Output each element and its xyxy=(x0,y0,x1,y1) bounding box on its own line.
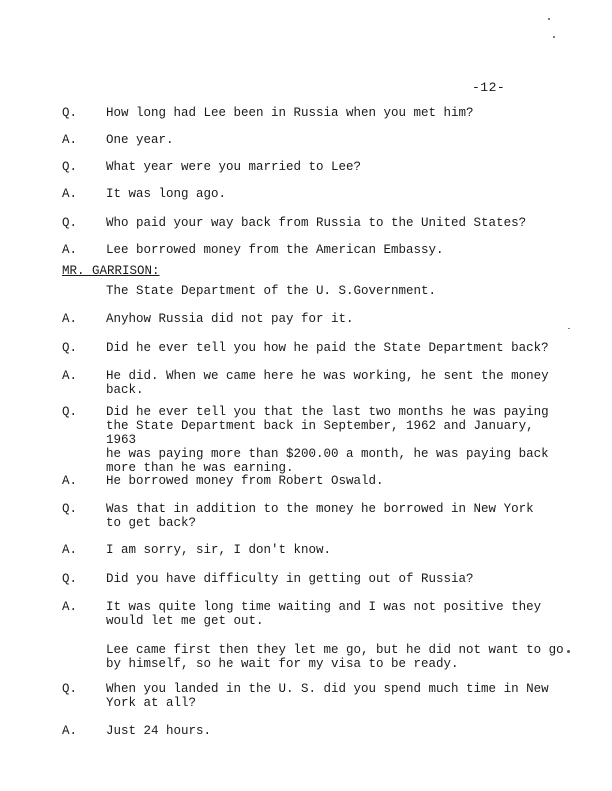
entry-text: Who paid your way back from Russia to the United States? xyxy=(106,216,527,230)
garrison-text: The State Department of the U. S.Government. xyxy=(106,284,437,298)
entry-text: What year were you married to Lee? xyxy=(106,160,362,174)
speaker-label: Q. xyxy=(62,405,78,419)
entry-text: It was quite long time waiting and I was not positive they would let me get out. xyxy=(106,600,542,628)
speaker-label: Q. xyxy=(62,160,78,174)
entry-text: I am sorry, sir, I don't know. xyxy=(106,543,332,557)
speaker-label: Q. xyxy=(62,682,78,696)
entry-text: When you landed in the U. S. did you spend much time in New York at all? xyxy=(106,682,549,710)
entry-text: Was that in addition to the money he borrowed in New York to get back? xyxy=(106,502,534,530)
answer-continuation: Lee came first then they let me go, but he did not want to go by himself, so he wait for my visa to be ready. xyxy=(106,643,564,671)
scan-speck xyxy=(568,328,570,329)
speaker-label: Q. xyxy=(62,216,78,230)
speaker-label: Q. xyxy=(62,341,78,355)
entry-text: He borrowed money from Robert Oswald. xyxy=(106,474,384,488)
entry-text: How long had Lee been in Russia when you met him? xyxy=(106,106,474,120)
entry-text: Did he ever tell you how he paid the State Department back? xyxy=(106,341,549,355)
entry-text: One year. xyxy=(106,133,174,147)
entry-text: Just 24 hours. xyxy=(106,724,212,738)
speaker-label: A. xyxy=(62,543,78,557)
speaker-label: A. xyxy=(62,312,78,326)
speaker-label: A. xyxy=(62,187,78,201)
speaker-label: A. xyxy=(62,369,78,383)
entry-text: It was long ago. xyxy=(106,187,227,201)
scan-speck xyxy=(548,18,550,20)
speaker-label: Q. xyxy=(62,572,78,586)
speaker-label: A. xyxy=(62,600,78,614)
entry-text: Lee borrowed money from the American Embassy. xyxy=(106,243,444,257)
speaker-label: A. xyxy=(62,724,78,738)
scan-speck xyxy=(553,36,555,38)
speaker-label: A. xyxy=(62,474,78,488)
speaker-label: Q. xyxy=(62,106,78,120)
page-number: -12- xyxy=(472,80,506,95)
speaker-label: A. xyxy=(62,133,78,147)
garrison-heading: MR. GARRISON: xyxy=(62,264,160,278)
entry-text: Did he ever tell you that the last two months he was paying the State Department back in September, 1962 and January, 1963 he was paying more than $200.00 a month, he was paying back more than he was earning. xyxy=(106,405,549,475)
entry-text: He did. When we came here he was working, he sent the money back. xyxy=(106,369,549,397)
entry-text: Anyhow Russia did not pay for it. xyxy=(106,312,354,326)
scan-speck xyxy=(567,650,570,653)
speaker-label: A. xyxy=(62,243,78,257)
entry-text: Did you have difficulty in getting out of Russia? xyxy=(106,572,474,586)
speaker-label: Q. xyxy=(62,502,78,516)
